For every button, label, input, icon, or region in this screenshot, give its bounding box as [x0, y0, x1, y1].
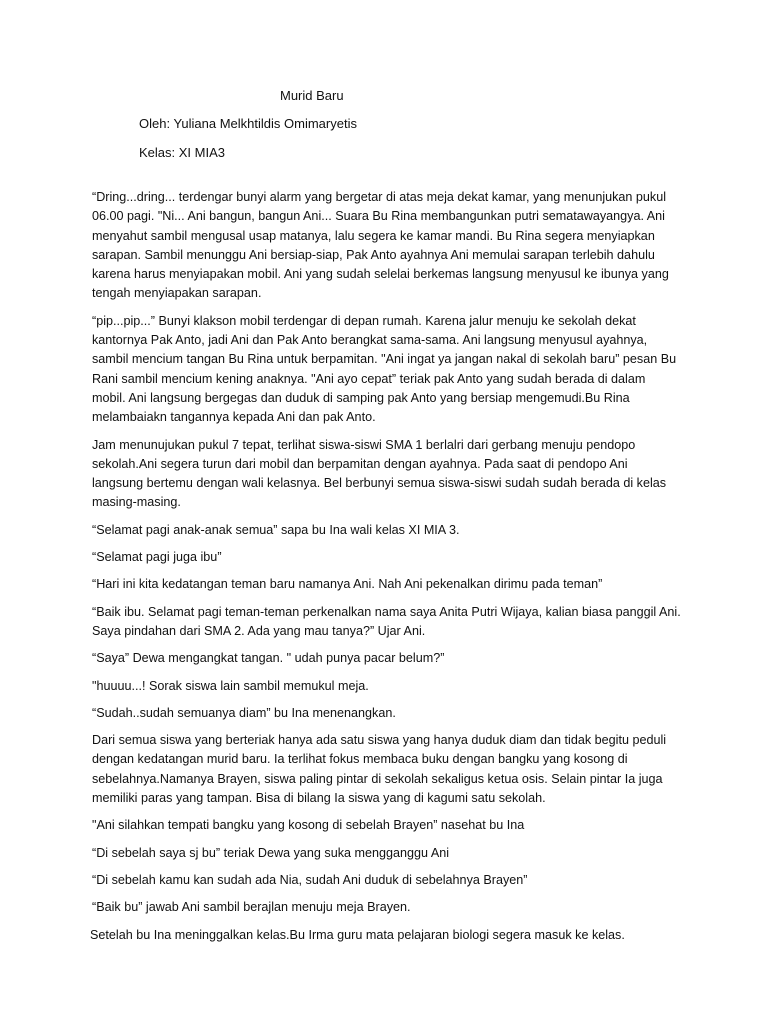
paragraph: Setelah bu Ina meninggalkan kelas.Bu Irma guru mata pelajaran biologi segera masuk ke kelas. [90, 927, 625, 942]
class-line: Kelas: XI MIA3 [139, 145, 225, 160]
paragraph: “Di sebelah saya sj bu” teriak Dewa yang suka mengganggu Ani [92, 845, 450, 860]
paragraph: “Sudah..sudah semuanya diam” bu Ina menenangkan. [92, 705, 396, 720]
paragraph: “Selamat pagi anak-anak semua” sapa bu Ina wali kelas XI MIA 3. [92, 522, 460, 537]
paragraph: “Saya” Dewa mengangkat tangan. " udah punya pacar belum?” [92, 651, 445, 666]
paragraph: “Baik ibu. Selamat pagi teman-teman perkenalkan nama saya Anita Putri Wijaya, kalian biasa panggil Ani. Saya pindahan dari SMA 2. Ada yang mau tanya?” Ujar Ani. [92, 604, 681, 638]
story-body [92, 188, 682, 945]
paragraph: Jam menunujukan pukul 7 tepat, terlihat siswa-siswi SMA 1 berlalri dari gerbang menuju pendopo sekolah.Ani segera turun dari mobil dan berpamitan dengan ayahnya. Pada saat di pendopo Ani langsung bertemu dengan wali kelasnya. Bel berbunyi semua siswa-siswi sudah sudah berada di kelas masing-masing. [92, 437, 667, 510]
paragraph: “pip...pip...” Bunyi klakson mobil terdengar di depan rumah. Karena jalur menuju ke sekolah dekat kantornya Pak Anto, jadi Ani dan Pak Anto berangkat sama-sama. Ani langsung menyusul ayahnya, sambil mencium tangan Bu Rina untuk berpamitan. "Ani ingat ya jangan nakal di sekolah baru” pesan Bu Rani sambil mencium kening anaknya. "Ani ayo cepat” teriak pak Anto yang sudah berada di dalam mobil. Ani langsung bergegas dan duduk di samping pak Anto yang bersiap mengemudi.Bu Rina melambaiakn tangannya kepada Ani dan pak Anto. [92, 313, 677, 425]
paragraph: "Ani silahkan tempati bangku yang kosong di sebelah Brayen” nasehat bu Ina [92, 818, 525, 833]
story-title: Murid Baru [280, 88, 344, 103]
paragraph: “Baik bu” jawab Ani sambil berajlan menuju meja Brayen. [92, 900, 411, 915]
paragraph: “Dring...dring... terdengar bunyi alarm yang bergetar di atas meja dekat kamar, yang menunjukan pukul 06.00 pagi. "Ni... Ani bangun, bangun Ani... Suara Bu Rina membangunkan putri sematawayangya. Ani menyahut sambil mengusal usap matanya, lalu segera ke kamar mandi. Bu Rina segera menyiapkan sarapan. Sambil menunggu Ani bersiap-siap, Pak Anto ayahnya Ani memulai sarapan terlebih dahulu karena harus menyiapakan mobil. Ani yang sudah selelai berkemas langsung menyusul ke ibunya yang tengah menyiapakan sarapan. [92, 190, 669, 301]
paragraph: "huuuu...! Sorak siswa lain sambil memukul meja. [92, 678, 369, 693]
paragraph: “Selamat pagi juga ibu” [92, 550, 222, 565]
paragraph: Dari semua siswa yang berteriak hanya ada satu siswa yang hanya duduk diam dan tidak begitu peduli dengan kedatangan murid baru. Ia terlihat fokus membaca buku dengan bangku yang kosong di sebelahnya.Namanya Brayen, siswa paling pintar di sekolah sekaligus ketua osis. Selain pintar Ia juga memiliki paras yang tampan. Bisa di bilang Ia siswa yang di kagumi satu sekolah. [92, 733, 667, 806]
author-line: Oleh: Yuliana Melkhtildis Omimaryetis [139, 116, 357, 131]
paragraph: “Hari ini kita kedatangan teman baru namanya Ani. Nah Ani pekenalkan dirimu pada teman” [92, 577, 603, 592]
paragraph: “Di sebelah kamu kan sudah ada Nia, sudah Ani duduk di sebelahnya Brayen” [92, 872, 528, 887]
